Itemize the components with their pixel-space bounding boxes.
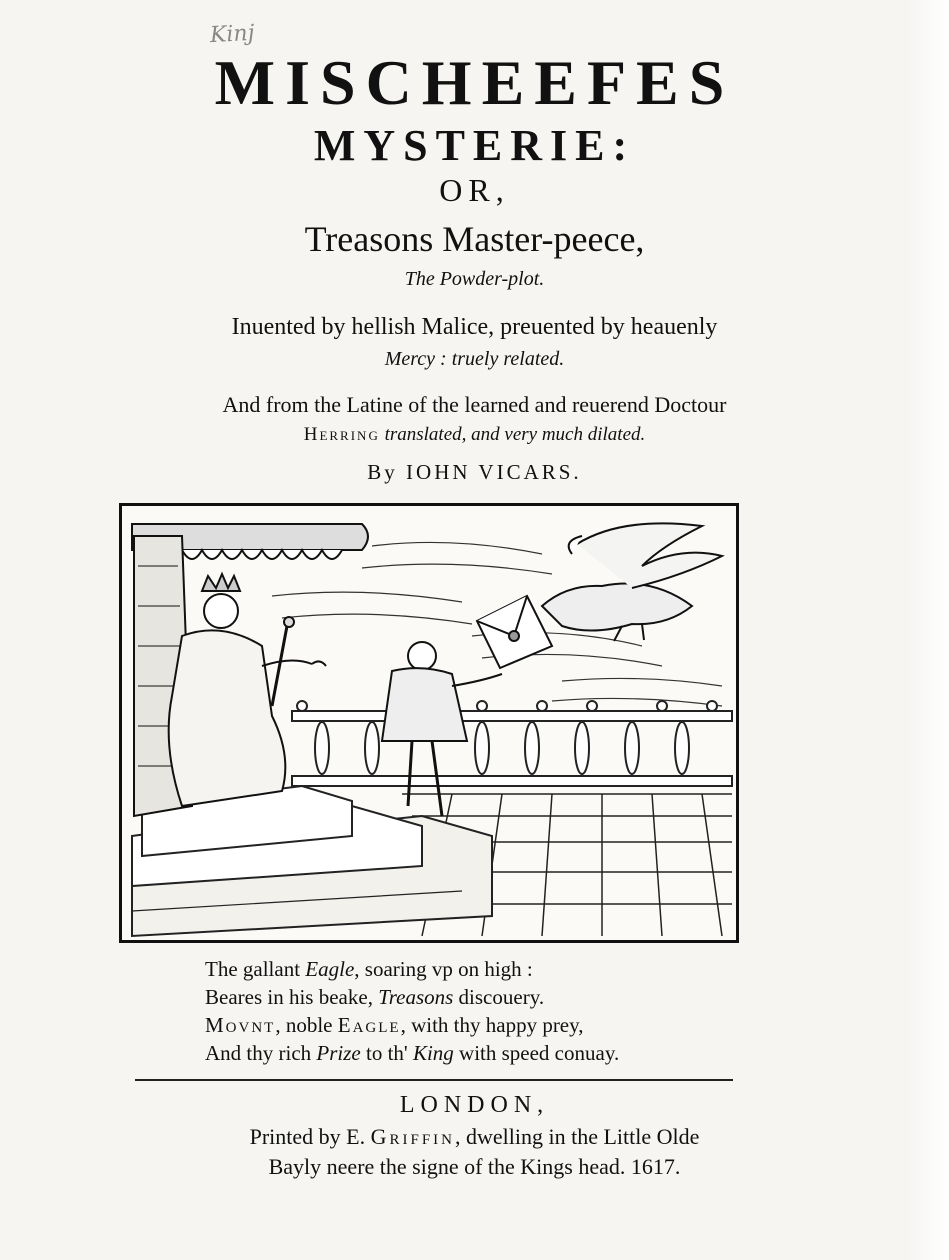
verse-text: , noble xyxy=(275,1013,338,1037)
verse-text: discouery. xyxy=(453,985,545,1009)
verse-smallcaps: Eagle xyxy=(337,1013,401,1037)
translation-line-1: And from the Latine of the learned and reuerend Doctour xyxy=(222,392,727,417)
title-line-3: OR, xyxy=(439,172,510,208)
title-line-5: The Powder-plot. xyxy=(404,268,545,290)
subtitle-line-2: Mercy : truely related. xyxy=(384,348,565,370)
verse-line-4 xyxy=(205,1039,765,1067)
verse-text: The gallant xyxy=(205,957,306,981)
woodcut-illustration xyxy=(119,503,739,943)
translation-note: translated, and very much dilated. xyxy=(384,424,646,445)
imprint-city: LONDON, xyxy=(399,1092,550,1118)
balustrade xyxy=(292,701,732,786)
subtitle-line-1: Inuented by hellish Malice, preuented by heauenly xyxy=(231,314,718,340)
verse-text: Beares in his beake, xyxy=(205,985,379,1009)
author-line: By IOHN VICARS. xyxy=(367,460,582,484)
verse-text: And thy rich xyxy=(205,1041,317,1065)
woodcut-svg xyxy=(122,506,736,940)
title-line-2: MYSTERIE: xyxy=(313,121,636,170)
verse-smallcaps: Movnt xyxy=(205,1013,276,1037)
verse-block xyxy=(205,955,765,1067)
title-line-4: Treasons Master-peece, xyxy=(304,219,645,259)
verse-italic: Treasons xyxy=(378,985,454,1009)
eagle-figure xyxy=(542,523,722,641)
verse-line-2 xyxy=(205,983,765,1011)
translator-name: Herring xyxy=(303,424,380,445)
verse-text: to th' xyxy=(360,1041,413,1065)
verse-line-1 xyxy=(205,955,765,983)
handwritten-note: Kinj xyxy=(209,20,256,49)
verse-italic: Prize xyxy=(316,1041,361,1065)
verse-text: , soaring vp on high : xyxy=(354,957,533,981)
title-line-1: MISCHEEFES xyxy=(214,47,735,118)
verse-text: , with thy happy prey, xyxy=(400,1013,584,1037)
verse-line-3 xyxy=(205,1011,765,1039)
throne-steps xyxy=(132,786,492,936)
imprint-line-2: Bayly neere the signe of the Kings head. 1617. xyxy=(268,1154,681,1179)
verse-text: with speed conuay. xyxy=(453,1041,620,1065)
translation-line-2 xyxy=(0,424,949,446)
king-figure xyxy=(169,574,326,806)
printer-name: Griffin xyxy=(370,1124,455,1149)
verse-italic: King xyxy=(412,1041,454,1065)
verse-italic: Eagle xyxy=(305,957,355,981)
imprint-text: , dwelling in the Little Olde xyxy=(455,1124,700,1149)
imprint-text: Printed by E. xyxy=(249,1124,371,1149)
imprint-line-1 xyxy=(0,1124,949,1150)
divider-rule xyxy=(135,1079,733,1081)
